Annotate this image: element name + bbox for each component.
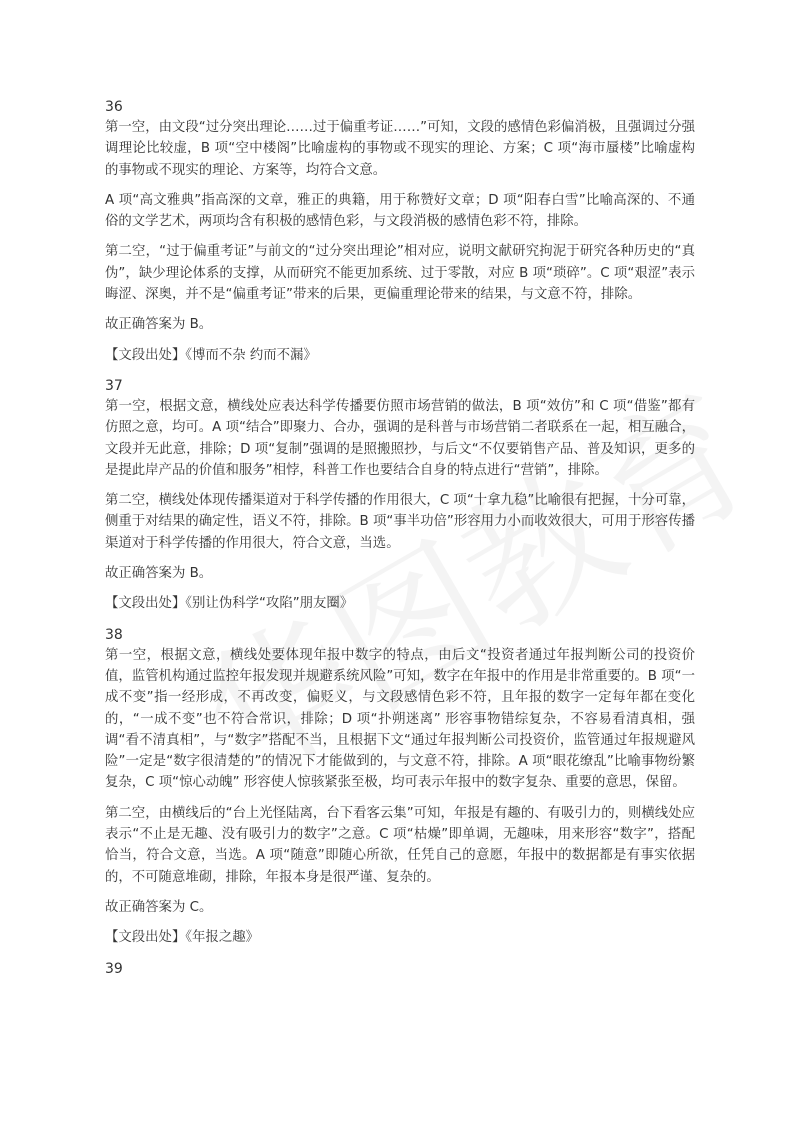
answer-line: 故正确答案为 B。 [105,317,213,333]
question-36 [105,97,695,366]
source-line: 【文段出处】《博而不杂 约而不漏》 [105,347,317,363]
answer-line: 故正确答案为 C。 [105,899,213,915]
question-39 [105,959,695,979]
analysis-paragraph: 第一空，根据文意，横线处应表达科学传播要仿照市场营销的做法，B 项“效仿”和 C 项“借鉴”都有仿照之意，均可。A 项“结合”即聚力、合办，强调的是科普与市场营销二者联系在一起，相互融合，文段并无此意，排除；D 项“复制”强调的是照搬照抄，与后文“不仅要销售产品、普及知识，更多的是提此岸产品的价值和服务”相悖，科普工作也要结合自身的特点进行“营销”，排除。 [105,398,695,478]
analysis-paragraph: 第二空，由横线后的“台上光怪陆离，台下看客云集”可知，年报是有趣的、有吸引力的，则横线处应表示“不止是无趣、没有吸引力的数字”之意。C 项“枯燥”即单调，无趣味，用来形容“数字”，搭配恰当，符合文意，当选。A 项“随意”即随心所欲，任凭自己的意愿，年报中的数据都是有事实依据的，不可随意堆砌，排除，年报本身是很严谨、复杂的。 [105,805,695,885]
analysis-paragraph: 第一空，根据文意，横线处要体现年报中数字的特点，由后文“投资者通过年报判断公司的投资价值，监管机构通过监控年报发现并规避系统风险”可知，数字在年报中的作用是非常重要的。B 项“一成不变”指一经形成，不再改变，偏贬义，与文段感情色彩不符，且年报的数字一定每年都在变化的，“一成不变”也不符合常识，排除；D 项“扑朔迷离” 形容事物错综复杂，不容易看清真相，强调“看不清真相”，与“数字”搭配不当，且根据下文“通过年报判断公司投资价，监管通过年报规避风险”一定是“数字很清楚的”的情况下才能做到的，与文意不符，排除。A 项“眼花缭乱”比喻事物纷繁复杂，C 项“惊心动魄” 形容使人惊骇紧张至极，均可表示年报中的数字复杂、重要的意思，保留。 [105,647,695,791]
analysis-paragraph: 第二空，横线处体现传播渠道对于科学传播的作用很大，C 项“十拿九稳”比喻很有把握，十分可靠，侧重于对结果的确定性，语义不符，排除。B 项“事半功倍”形容用力小而收效很大，可用于形容传播渠道对于科学传播的作用很大，符合文意，当选。 [105,493,695,551]
source-line: 【文段出处】《别让伪科学“攻陷”朋友圈》 [105,596,354,612]
source-line: 【文段出处】《年报之趣》 [105,930,259,946]
question-number: 36 [105,99,123,115]
question-number: 37 [105,377,123,394]
analysis-paragraph: 第一空，由文段“过分突出理论……过于偏重考证……”可知，文段的感情色彩偏消极，且强调过分强调理论比较虚，B 项“空中楼阁”比喻虚构的事物或不现实的理论、方案；C 项“海市蜃楼”比喻虚构的事物或不现实的理论、方案等，均符合文意。 [105,120,695,178]
question-37 [105,376,695,615]
document-body [105,97,695,989]
analysis-paragraph: 第二空，“过于偏重考证”与前文的“过分突出理论”相对应，说明文献研究拘泥于研究各种历史的“真伪”，缺少理论体系的支撑，从而研究不能更加系统、过于零散，对应 B 项“琐碎”。C 项“艰涩”表示晦涩、深奥，并不是“偏重考证”带来的后果，更偏重理论带来的结果，与文意不符，排除。 [105,244,695,303]
question-number: 39 [105,960,123,977]
question-38 [105,625,695,949]
question-number: 38 [105,626,123,643]
analysis-paragraph: A 项“高文雅典”指高深的文章，雅正的典籍，用于称赞好文章；D 项“阳春白雪”比喻高深的、不通俗的文学艺术，两项均含有积极的感情色彩，与文段消极的感情色彩不符，排除。 [105,192,695,230]
answer-line: 故正确答案为 B。 [105,566,213,582]
